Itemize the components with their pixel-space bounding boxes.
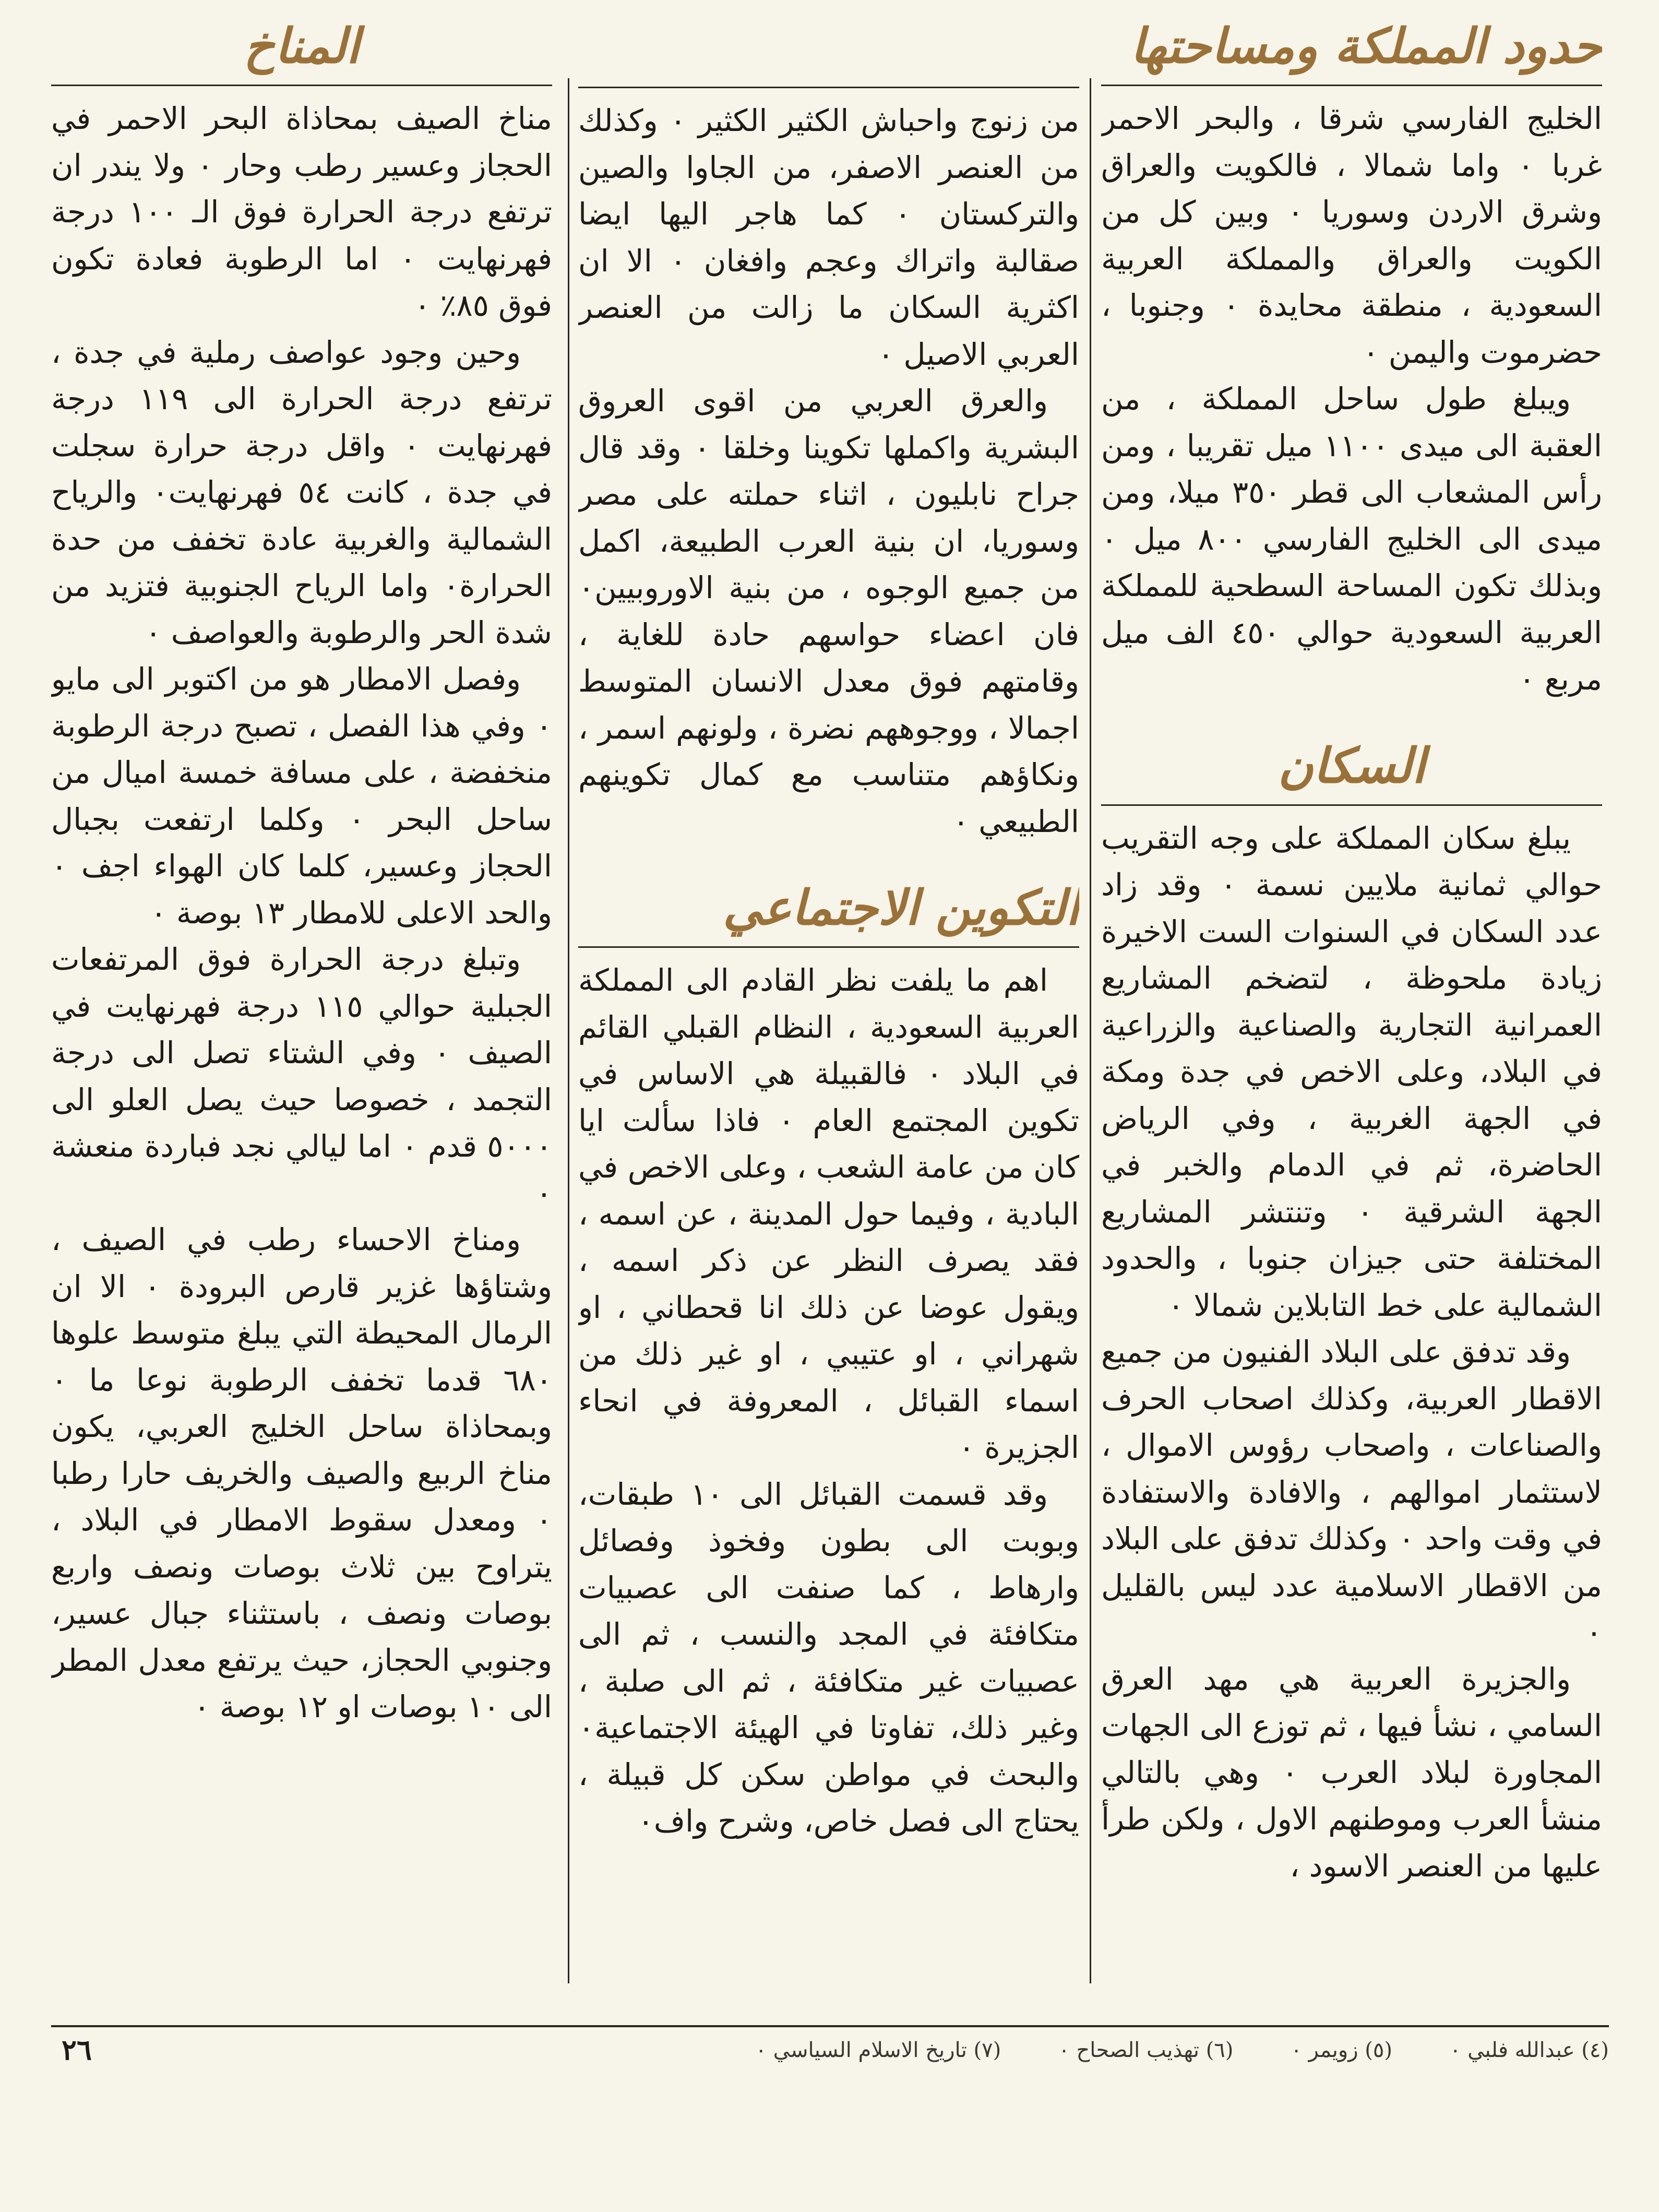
footnote: (٦) تهذيب الصحاح ٠ xyxy=(1058,2038,1234,2062)
footnote: (٤) عبدالله فلبي ٠ xyxy=(1449,2038,1609,2062)
paragraph: ومناخ الاحساء رطب في الصيف ، وشتاؤها غزير قارص البرودة ٠ الا ان الرمال المحيطة التي يبلغ متوسط علوها ٦٨٠ قدما تخفف الرطوبة نوعا ما ٠ وبمحاذاة ساحل الخليج العربي، يكون مناخ الربيع والصيف والخريف حارا رطبا ٠ ومعدل سقوط الامطار في البلاد ، يتراوح بين ثلاث بوصات ونصف واربع بوصات ونصف ، باستثناء جبال عسير، وجنوبي الحجاز، حيث يرتفع معدل المطر الى ١٠ بوصات او ١٢ بوصة ٠ xyxy=(51,1222,552,1725)
paragraph: يبلغ سكان المملكة على وجه التقريب حوالي ثمانية ملايين نسمة ٠ وقد زاد عدد السكان في السنوات الست الاخيرة زيادة ملحوظة ، لتضخم المشاريع العمرانية التجارية والصناعية والزراعية في البلاد، وعلى الاخص في جدة ومكة في الجهة الغربية ، وفي الرياض الحاضرة، ثم في الدمام والخبر في الجهة الشرقية ٠ وتنتشر المشاريع المختلفة حتى جيزان جنوبا ، والحدود الشمالية على خط التابلاين شمالا ٠ xyxy=(1101,820,1602,1323)
paragraph: والجزيرة العربية هي مهد العرق السامي ، نشأ فيها ، ثم توزع الى الجهات المجاورة لبلاد العرب ٠ وهي بالتالي منشأ العرب وموطنهم الاول ، ولكن طرأ عليها من العنصر الاسود ، xyxy=(1101,1661,1602,1884)
paragraph: وتبلغ درجة الحرارة فوق المرتفعات الجبلية حوالي ١١٥ درجة فهرنهايت في الصيف ٠ وفي الشتاء تصل الى درجة التجمد ، خصوصا حيث يصل العلو الى ٥٠٠٠ قدم ٠ اما ليالي نجد فباردة منعشة ٠ xyxy=(51,942,552,1211)
paragraph: اهم ما يلفت نظر القادم الى المملكة العربية السعودية ، النظام القبلي القائم في البلاد ٠ فالقبيلة هي الاساس في تكوين المجتمع العام ٠ فاذا سألت ايا كان من عامة الشعب ، وعلى الاخص في البادية ، وفيما حول المدينة ، عن اسمه ، فقد يصرف النظر عن ذكر اسمه ، ويقول عوضا عن ذلك انا قحطاني ، او شهراني ، او عتيبي ، او غير ذلك من اسماء القبائل ، المعروفة في انحاء الجزيرة ٠ xyxy=(578,962,1079,1465)
paragraph: ويبلغ طول ساحل المملكة ، من العقبة الى ميدى ١١٠٠ ميل تقريبا ، ومن رأس المشعاب الى قطر ٣٥٠ ميلا، ومن ميدى الى الخليج الفارسي ٨٠٠ ميل ٠ وبذلك تكون المساحة السطحية للمملكة العربية السعودية حوالي ٤٥٠ الف ميل مربع ٠ xyxy=(1101,381,1602,697)
paragraph: وقد قسمت القبائل الى ١٠ طبقات، وبوبت الى بطون وفخوذ وفصائل وارهاط ، كما صنفت الى عصبيات متكافئة في المجد والنسب ، ثم الى عصبيات غير متكافئة ، ثم الى صلبة ، وغير ذلك، تفاوتا في الهيئة الاجتماعية٠ والبحث في مواطن سكن كل قبيلة ، يحتاج الى فصل خاص، وشرح واف٠ xyxy=(578,1476,1079,1839)
section-title-social: التكوين الاجتماعي xyxy=(578,876,1079,948)
column-left xyxy=(51,15,552,1998)
footnotes xyxy=(115,2038,1609,2062)
section-title-borders: حدود المملكة ومساحتها xyxy=(1101,15,1602,86)
column-top-rule xyxy=(578,15,1079,88)
column-right xyxy=(1101,15,1602,1998)
column-divider xyxy=(568,78,569,1983)
paragraph: وفصل الامطار هو من اكتوبر الى مايو ٠ وفي هذا الفصل ، تصبح درجة الرطوبة منخفضة ، على مسافة خمسة اميال من ساحل البحر ٠ وكلما ارتفعت بجبال الحجاز وعسير، كلما كان الهواء اجف ٠ والحد الاعلى للامطار ١٣ بوصة ٠ xyxy=(51,661,552,931)
paragraph: وقد تدفق على البلاد الفنيون من جميع الاقطار العربية، وكذلك اصحاب الحرف والصناعات ، واصحاب رؤوس الاموال ، لاستثمار اموالهم ، والافادة والاستفادة في وقت واحد ٠ وكذلك تدفق على البلاد من الاقطار الاسلامية عدد ليس بالقليل ٠ xyxy=(1101,1334,1602,1650)
footnote: (٥) زويمر ٠ xyxy=(1291,2038,1392,2062)
footer-rule xyxy=(51,2025,1609,2027)
page-number: ٢٦ xyxy=(62,2033,92,2066)
column-divider xyxy=(1090,78,1091,1983)
section-title-climate: المناخ xyxy=(51,15,552,86)
paragraph: مناخ الصيف بمحاذاة البحر الاحمر في الحجاز وعسير رطب وحار ٠ ولا يندر ان ترتفع درجة الحرارة فوق الـ ١٠٠ درجة فهرنهايت ٠ اما الرطوبة فعادة تكون فوق ٨٥٪ ٠ xyxy=(51,101,552,323)
paragraph: الخليج الفارسي شرقا ، والبحر الاحمر غربا ٠ واما شمالا ، فالكويت والعراق وشرق الاردن وسوريا ٠ وبين كل من الكويت والعراق والمملكة العربية السعودية ، منطقة محايدة ٠ وجنوبا ، حضرموت واليمن ٠ xyxy=(1101,101,1602,370)
paragraph: من زنوج واحباش الكثير الكثير ٠ وكذلك من العنصر الاصفر، من الجاوا والصين والتركستان ٠ كما هاجر اليها ايضا صقالبة واتراك وعجم وافغان ٠ الا ان اكثرية السكان ما زالت من العنصر العربي الاصيل ٠ xyxy=(578,103,1079,372)
paragraph: والعرق العربي من اقوى العروق البشرية واكملها تكوينا وخلقا ٠ وقد قال جراح نابليون ، اثناء حملته على مصر وسوريا، ان بنية العرب الطبيعة، اكمل من جميع الوجوه ، من بنية الاوروبيين٠ فان اعضاء حواسهم حادة للغاية ، وقامتهم فوق معدل الانسان المتوسط اجمالا ، ووجوههم نضرة ، ولونهم اسمر ، ونكاؤهم متناسب مع كمال تكوينهم الطبيعي ٠ xyxy=(578,383,1079,839)
paragraph: وحين وجود عواصف رملية في جدة ، ترتفع درجة الحرارة الى ١١٩ درجة فهرنهايت ٠ واقل درجة حرارة سجلت في جدة ، كانت ٥٤ فهرنهايت٠ والرياح الشمالية والغربية عادة تخفف من حدة الحرارة٠ واما الرياح الجنوبية فتزيد من شدة الحر والرطوبة والعواصف ٠ xyxy=(51,334,552,650)
footnote: (٧) تاريخ الاسلام السياسي ٠ xyxy=(755,2038,1001,2062)
column-middle xyxy=(578,15,1079,1998)
section-title-population: السكان xyxy=(1101,734,1602,806)
